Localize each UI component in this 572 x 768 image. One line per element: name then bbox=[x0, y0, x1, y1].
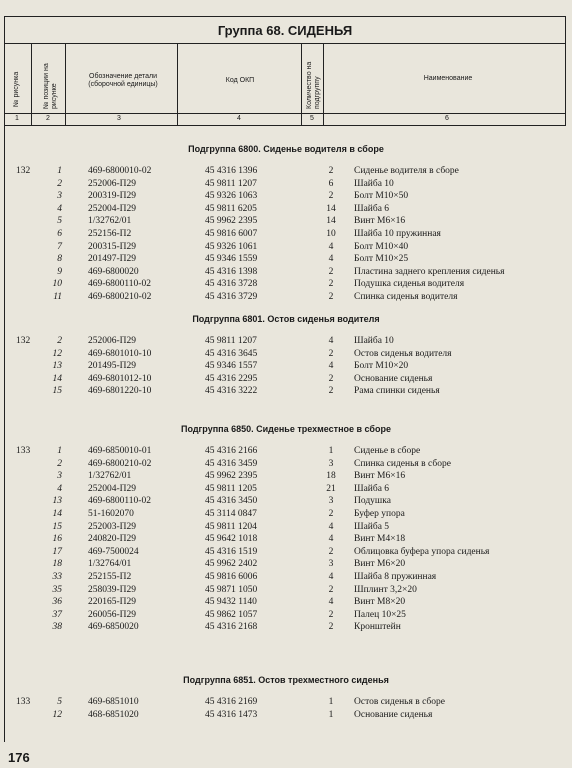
col-fig-header: № рисунка bbox=[13, 71, 20, 107]
table-row bbox=[0, 349, 572, 362]
position-number: 16 bbox=[52, 534, 62, 545]
position-number: 8 bbox=[57, 254, 62, 265]
quantity: 10 bbox=[326, 229, 336, 239]
position-number: 4 bbox=[57, 203, 62, 214]
quantity: 1 bbox=[328, 709, 334, 720]
part-designation: 469-6801012-10 bbox=[88, 373, 152, 384]
fig-number: 132 bbox=[16, 166, 31, 176]
okp-code: 45 4316 1398 bbox=[205, 266, 258, 277]
part-name: Подушка сиденья водителя bbox=[354, 279, 465, 290]
quantity: 1 bbox=[328, 446, 334, 456]
position-number: 12 bbox=[52, 709, 62, 720]
part-designation: 252156-П2 bbox=[88, 229, 132, 239]
okp-code: 45 4316 3729 bbox=[205, 292, 258, 302]
okp-code: 45 4316 2166 bbox=[205, 446, 258, 456]
okp-code: 45 9811 1207 bbox=[205, 336, 257, 346]
quantity: 2 bbox=[328, 546, 334, 557]
divider bbox=[31, 43, 32, 125]
divider bbox=[301, 43, 302, 125]
quantity: 2 bbox=[328, 373, 334, 384]
quantity: 3 bbox=[328, 458, 334, 469]
okp-code: 45 9811 1205 bbox=[205, 483, 257, 494]
part-name: Шайба 6 bbox=[354, 483, 390, 494]
part-designation: 252003-П29 bbox=[88, 521, 137, 532]
part-name: Шайба 10 bbox=[354, 178, 394, 189]
quantity: 6 bbox=[328, 178, 334, 189]
col-pos-header: № позиции на рисунке bbox=[43, 63, 58, 109]
part-name: Болт М10×20 bbox=[354, 361, 409, 372]
table-header bbox=[4, 16, 566, 126]
table-row bbox=[0, 484, 572, 497]
col-name-header: Наименование bbox=[423, 75, 473, 82]
part-name: Болт М10×50 bbox=[354, 191, 409, 202]
okp-code: 45 4316 1473 bbox=[205, 709, 258, 720]
quantity: 4 bbox=[328, 254, 334, 265]
page-title: Группа 68. СИДЕНЬЯ bbox=[217, 23, 353, 38]
okp-code: 45 9326 1063 bbox=[205, 191, 258, 202]
part-designation: 252006-П29 bbox=[88, 178, 137, 189]
part-designation: 258039-П29 bbox=[88, 584, 137, 595]
subgroup-title: Подгруппа 6851. Остов трехместного сиденья bbox=[183, 675, 389, 685]
quantity: 4 bbox=[328, 572, 334, 582]
okp-code: 45 9811 1207 bbox=[205, 178, 257, 189]
okp-code: 45 4316 3459 bbox=[205, 458, 258, 469]
part-name: Остов сиденья водителя bbox=[354, 348, 452, 359]
part-designation: 252155-П2 bbox=[88, 572, 132, 582]
part-name: Сиденье в сборе bbox=[354, 446, 421, 456]
table-row bbox=[0, 179, 572, 192]
table-row bbox=[0, 597, 572, 610]
table-row bbox=[0, 534, 572, 547]
quantity: 4 bbox=[328, 361, 334, 372]
part-name: Подушка bbox=[354, 496, 391, 507]
okp-code: 45 4316 3728 bbox=[205, 279, 258, 290]
part-name: Сиденье водителя в сборе bbox=[354, 166, 459, 176]
okp-code: 45 9811 1204 bbox=[205, 521, 257, 532]
part-designation: 469-6851010 bbox=[88, 697, 139, 707]
okp-code: 45 9811 6205 bbox=[205, 203, 257, 214]
part-name: Шайба 5 bbox=[354, 521, 390, 532]
okp-code: 45 4316 2168 bbox=[205, 622, 258, 633]
part-name: Болт М10×40 bbox=[354, 241, 409, 252]
table-row bbox=[0, 361, 572, 374]
okp-code: 45 4316 3450 bbox=[205, 496, 258, 507]
position-number: 35 bbox=[52, 584, 62, 595]
quantity: 2 bbox=[328, 292, 334, 302]
okp-code: 45 9642 1018 bbox=[205, 534, 258, 545]
position-number: 2 bbox=[57, 458, 62, 469]
divider bbox=[5, 113, 565, 114]
position-number: 3 bbox=[57, 191, 62, 202]
okp-code: 45 4316 2169 bbox=[205, 697, 258, 707]
quantity: 14 bbox=[326, 203, 336, 214]
quantity: 2 bbox=[328, 266, 334, 277]
part-name: Палец 10×25 bbox=[354, 609, 406, 620]
okp-code: 45 9346 1559 bbox=[205, 254, 258, 265]
table-row bbox=[0, 697, 572, 710]
part-name: Шайба 10 bbox=[354, 336, 394, 346]
okp-code: 45 9962 2402 bbox=[205, 559, 258, 570]
table-row bbox=[0, 204, 572, 217]
position-number: 38 bbox=[52, 622, 62, 633]
quantity: 2 bbox=[328, 509, 334, 519]
okp-code: 45 9962 2395 bbox=[205, 216, 258, 227]
part-designation: 201497-П29 bbox=[88, 254, 137, 265]
page-number: 176 bbox=[8, 750, 30, 765]
table-row bbox=[0, 279, 572, 292]
quantity: 21 bbox=[326, 483, 336, 494]
position-number: 1 bbox=[57, 166, 62, 176]
position-number: 36 bbox=[52, 597, 62, 608]
quantity: 14 bbox=[326, 216, 336, 227]
table-row bbox=[0, 622, 572, 635]
table-row bbox=[0, 166, 572, 179]
position-number: 15 bbox=[52, 521, 62, 532]
position-number: 14 bbox=[52, 373, 62, 384]
position-number: 33 bbox=[52, 572, 62, 582]
part-designation: 51-1602070 bbox=[88, 509, 134, 519]
subgroup-title: Подгруппа 6800. Сиденье водителя в сборе bbox=[188, 144, 384, 154]
position-number: 7 bbox=[57, 241, 62, 252]
part-designation: 469-6800210-02 bbox=[88, 458, 152, 469]
part-name: Шплинт 3,2×20 bbox=[354, 584, 417, 595]
quantity: 18 bbox=[326, 471, 336, 482]
position-number: 13 bbox=[52, 496, 62, 507]
position-number: 17 bbox=[52, 546, 62, 557]
part-designation: 469-6800020 bbox=[88, 266, 139, 277]
okp-code: 45 9862 1057 bbox=[205, 609, 258, 620]
part-designation: 201495-П29 bbox=[88, 361, 137, 372]
part-name: Спинка сиденья водителя bbox=[354, 292, 458, 302]
part-name: Винт М6×16 bbox=[354, 471, 406, 482]
table-row bbox=[0, 522, 572, 535]
quantity: 4 bbox=[328, 521, 334, 532]
part-designation: 469-6800210-02 bbox=[88, 292, 152, 302]
okp-code: 45 4316 2295 bbox=[205, 373, 258, 384]
okp-code: 45 9871 1050 bbox=[205, 584, 258, 595]
quantity: 2 bbox=[328, 348, 334, 359]
table-row bbox=[0, 242, 572, 255]
okp-code: 45 9816 6006 bbox=[205, 572, 258, 582]
table-row bbox=[0, 336, 572, 349]
okp-code: 45 4316 1519 bbox=[205, 546, 258, 557]
part-designation: 240820-П29 bbox=[88, 534, 137, 545]
okp-code: 45 9346 1557 bbox=[205, 361, 258, 372]
table-row bbox=[0, 710, 572, 723]
part-name: Винт М6×20 bbox=[354, 559, 406, 570]
divider bbox=[177, 43, 178, 125]
table-row bbox=[0, 585, 572, 598]
col-number: 1 bbox=[15, 115, 19, 122]
part-name: Винт М6×16 bbox=[354, 216, 406, 227]
position-number: 10 bbox=[52, 279, 62, 290]
part-name: Кронштейн bbox=[354, 622, 401, 633]
part-designation: 469-6800110-02 bbox=[88, 496, 151, 507]
part-designation: 469-7500024 bbox=[88, 546, 139, 557]
position-number: 3 bbox=[57, 471, 62, 482]
quantity: 2 bbox=[328, 584, 334, 595]
position-number: 1 bbox=[57, 446, 62, 456]
fig-number: 133 bbox=[16, 697, 31, 707]
quantity: 4 bbox=[328, 534, 334, 545]
position-number: 6 bbox=[57, 229, 62, 239]
part-designation: 469-6850020 bbox=[88, 622, 139, 633]
table-row bbox=[0, 386, 572, 399]
quantity: 2 bbox=[328, 622, 334, 633]
okp-code: 45 9326 1061 bbox=[205, 241, 258, 252]
okp-code: 45 9432 1140 bbox=[205, 597, 257, 608]
col-number: 6 bbox=[445, 115, 449, 122]
part-name: Остов сиденья в сборе bbox=[354, 697, 445, 707]
divider bbox=[65, 43, 66, 125]
col-number: 2 bbox=[46, 115, 50, 122]
part-designation: 1/32762/01 bbox=[88, 216, 132, 227]
okp-code: 45 3114 0847 bbox=[205, 509, 257, 519]
table-row bbox=[0, 191, 572, 204]
part-name: Шайба 8 пружинная bbox=[354, 572, 437, 582]
position-number: 37 bbox=[52, 609, 62, 620]
part-name: Спинка сиденья в сборе bbox=[354, 458, 451, 469]
quantity: 3 bbox=[328, 496, 334, 507]
okp-code: 45 4316 3222 bbox=[205, 386, 258, 397]
col-number: 5 bbox=[310, 115, 314, 122]
okp-code: 45 4316 1396 bbox=[205, 166, 258, 176]
part-designation: 252004-П29 bbox=[88, 203, 137, 214]
part-name: Болт М10×25 bbox=[354, 254, 409, 265]
table-row bbox=[0, 229, 572, 242]
col-number: 4 bbox=[237, 115, 241, 122]
position-number: 15 bbox=[52, 386, 62, 397]
position-number: 13 bbox=[52, 361, 62, 372]
part-designation: 220165-П29 bbox=[88, 597, 137, 608]
part-designation: 469-6800010-02 bbox=[88, 166, 152, 176]
part-name: Рама спинки сиденья bbox=[354, 386, 440, 397]
divider bbox=[5, 43, 565, 44]
quantity: 2 bbox=[328, 191, 334, 202]
table-row bbox=[0, 254, 572, 267]
table-row bbox=[0, 446, 572, 459]
part-designation: 469-6800110-02 bbox=[88, 279, 151, 290]
part-designation: 469-6850010-01 bbox=[88, 446, 152, 456]
quantity: 2 bbox=[328, 386, 334, 397]
position-number: 5 bbox=[57, 216, 62, 227]
position-number: 5 bbox=[57, 697, 62, 707]
col-qty-header: Количество на подгруппу bbox=[306, 61, 321, 109]
okp-code: 45 9962 2395 bbox=[205, 471, 258, 482]
position-number: 14 bbox=[52, 509, 62, 519]
okp-code: 45 9816 6007 bbox=[205, 229, 258, 239]
quantity: 4 bbox=[328, 597, 334, 608]
table-row bbox=[0, 459, 572, 472]
table-row bbox=[0, 496, 572, 509]
fig-number: 132 bbox=[16, 336, 31, 346]
part-designation: 469-6801010-10 bbox=[88, 348, 152, 359]
table-row bbox=[0, 572, 572, 585]
position-number: 2 bbox=[57, 178, 62, 189]
part-name: Буфер упора bbox=[354, 509, 405, 519]
table-row bbox=[0, 509, 572, 522]
part-designation: 200315-П29 bbox=[88, 241, 137, 252]
col-number: 3 bbox=[117, 115, 121, 122]
position-number: 11 bbox=[53, 292, 62, 302]
part-designation: 469-6801220-10 bbox=[88, 386, 152, 397]
part-name: Винт М4×18 bbox=[354, 534, 406, 545]
part-name: Шайба 10 пружинная bbox=[354, 229, 441, 239]
quantity: 2 bbox=[328, 609, 334, 620]
divider bbox=[323, 43, 324, 125]
part-name: Основание сиденья bbox=[354, 709, 433, 720]
part-designation: 1/32762/01 bbox=[88, 471, 132, 482]
table-row bbox=[0, 267, 572, 280]
position-number: 12 bbox=[52, 348, 62, 359]
table-row bbox=[0, 292, 572, 305]
col-okp-header: Код ОКП bbox=[225, 77, 255, 84]
position-number: 18 bbox=[52, 559, 62, 570]
part-designation: 252004-П29 bbox=[88, 483, 137, 494]
table-row bbox=[0, 559, 572, 572]
part-designation: 1/32764/01 bbox=[88, 559, 132, 570]
part-name: Шайба 6 bbox=[354, 203, 390, 214]
part-name: Облицовка буфера упора сиденья bbox=[354, 546, 490, 557]
part-designation: 468-6851020 bbox=[88, 709, 139, 720]
part-name: Пластина заднего крепления сиденья bbox=[354, 266, 505, 277]
position-number: 9 bbox=[57, 266, 62, 277]
table-row bbox=[0, 610, 572, 623]
quantity: 4 bbox=[328, 336, 334, 346]
quantity: 2 bbox=[328, 166, 334, 176]
quantity: 4 bbox=[328, 241, 334, 252]
fig-number: 133 bbox=[16, 446, 31, 456]
quantity: 3 bbox=[328, 559, 334, 570]
position-number: 4 bbox=[57, 483, 62, 494]
part-designation: 200319-П29 bbox=[88, 191, 137, 202]
part-designation: 252006-П29 bbox=[88, 336, 137, 346]
quantity: 1 bbox=[328, 697, 334, 707]
table-row bbox=[0, 547, 572, 560]
part-name: Основание сиденья bbox=[354, 373, 433, 384]
table-row bbox=[0, 471, 572, 484]
part-name: Винт М8×20 bbox=[354, 597, 406, 608]
col-designation-header: Обозначение детали (сборочной единицы) bbox=[88, 73, 158, 88]
table-row bbox=[0, 374, 572, 387]
okp-code: 45 4316 3645 bbox=[205, 348, 258, 359]
subgroup-title: Подгруппа 6801. Остов сиденья водителя bbox=[192, 314, 380, 324]
position-number: 2 bbox=[57, 336, 62, 346]
table-row bbox=[0, 216, 572, 229]
quantity: 2 bbox=[328, 279, 334, 290]
subgroup-title: Подгруппа 6850. Сиденье трехместное в сборе bbox=[181, 424, 391, 434]
part-designation: 260056-П29 bbox=[88, 609, 137, 620]
